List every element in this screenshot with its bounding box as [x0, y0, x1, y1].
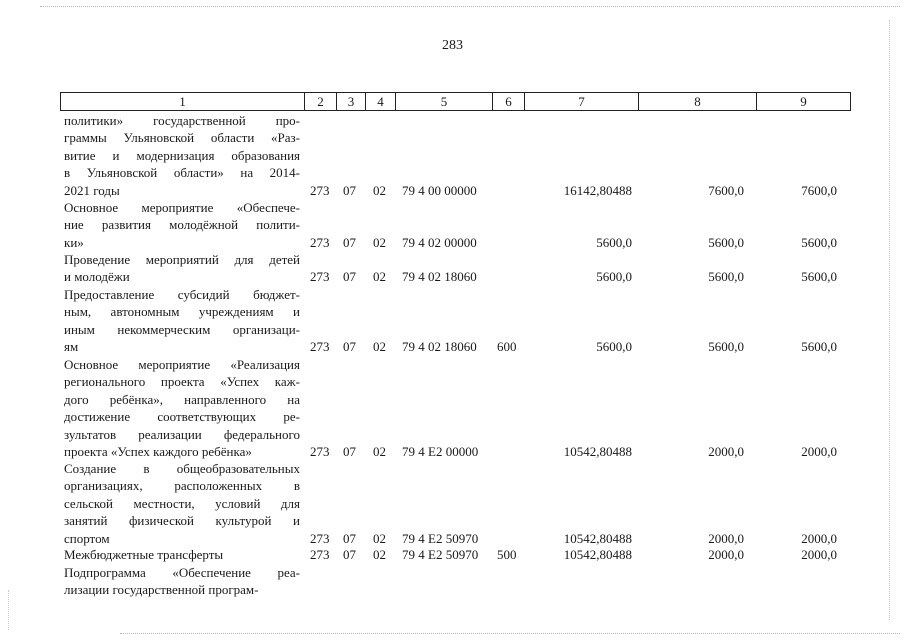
column-header: 4 — [366, 93, 396, 111]
target-article-code: 79 4 00 00000 — [402, 182, 477, 198]
description-line: и молодёжи — [64, 269, 130, 285]
row-description — [64, 564, 300, 599]
expense-type-code: 600 — [497, 339, 517, 355]
section-code: 07 — [343, 269, 356, 285]
admin-code: 273 — [310, 234, 330, 250]
subsection-code: 02 — [373, 530, 386, 546]
column-header-table — [60, 92, 851, 111]
section-code: 07 — [343, 182, 356, 198]
column-header: 9 — [757, 93, 851, 111]
subsection-code: 02 — [373, 547, 386, 562]
target-article-code: 79 4 E2 50970 — [402, 547, 479, 562]
amount-year-1: 10542,80488 — [563, 444, 632, 459]
description-line: занятий физической культурой и — [64, 513, 300, 529]
amount-year-3: 2000,0 — [801, 547, 837, 562]
section-code: 07 — [343, 234, 356, 250]
amount-year-2: 2000,0 — [708, 444, 744, 459]
section-code: 07 — [343, 339, 356, 355]
amount-year-1: 10542,80488 — [563, 530, 632, 546]
admin-code: 273 — [310, 530, 330, 546]
admin-code: 273 — [310, 339, 330, 355]
description-line: ние развития молодёжной полити- — [64, 217, 300, 233]
admin-code: 273 — [310, 547, 330, 562]
description-line: Подпрограмма «Обеспечение реа- — [64, 565, 300, 580]
description-line: дого ребёнка», направленного на — [64, 391, 300, 407]
amount-year-2: 2000,0 — [708, 547, 744, 562]
description-line: 2021 годы — [64, 182, 120, 198]
description-line: проекта «Успех каждого ребёнка» — [64, 444, 252, 460]
column-header-row — [61, 93, 851, 111]
admin-code: 273 — [310, 182, 330, 198]
subsection-code: 02 — [373, 339, 386, 355]
column-header: 3 — [337, 93, 366, 111]
target-article-code: 79 4 02 00000 — [402, 234, 477, 250]
amount-year-2: 5600,0 — [708, 269, 744, 285]
column-header: 7 — [525, 93, 639, 111]
description-line: организациях, расположенных в — [64, 478, 300, 494]
scan-noise-bottom — [120, 633, 900, 635]
amount-year-1: 5600,0 — [596, 339, 632, 355]
section-code: 07 — [343, 530, 356, 546]
description-line: регионального проекта «Успех каж- — [64, 374, 300, 390]
amount-year-3: 5600,0 — [801, 339, 837, 355]
description-line: политики» государственной про- — [64, 113, 300, 128]
description-line: Проведение мероприятий для детей — [64, 252, 300, 267]
amount-year-1: 5600,0 — [596, 234, 632, 250]
amount-year-2: 7600,0 — [708, 182, 744, 198]
description-line: достижение соответствующих ре- — [64, 409, 300, 425]
column-header: 1 — [61, 93, 305, 111]
description-line: Основное мероприятие «Реализация — [64, 357, 300, 372]
description-line: ки» — [64, 234, 84, 250]
amount-year-3: 7600,0 — [801, 182, 837, 198]
amount-year-1: 10542,80488 — [563, 547, 632, 562]
section-code: 07 — [343, 547, 356, 562]
description-line: Основное мероприятие «Обеспече- — [64, 200, 300, 215]
row-description — [64, 356, 300, 460]
description-line: граммы Ульяновской области «Раз- — [64, 130, 300, 146]
row-description — [64, 546, 300, 563]
column-header: 2 — [305, 93, 337, 111]
description-line: иным некоммерческим организаци- — [64, 321, 300, 337]
amount-year-1: 5600,0 — [596, 269, 632, 285]
expense-type-code: 500 — [497, 547, 517, 562]
description-line: в Ульяновской области» на 2014- — [64, 165, 300, 181]
description-line: зультатов реализации федерального — [64, 426, 300, 442]
page-number: 283 — [442, 38, 463, 53]
target-article-code: 79 4 02 18060 — [402, 339, 477, 355]
scan-noise-left — [8, 590, 10, 630]
description-line: Межбюджетные трансферты — [64, 547, 224, 562]
row-description — [64, 199, 300, 251]
amount-year-3: 2000,0 — [801, 530, 837, 546]
row-description — [64, 460, 300, 547]
description-line: Предоставление субсидий бюджет- — [64, 287, 300, 302]
row-description — [64, 286, 300, 356]
description-line: ям — [64, 339, 79, 355]
amount-year-2: 5600,0 — [708, 339, 744, 355]
target-article-code: 79 4 E2 00000 — [402, 444, 479, 459]
column-header: 6 — [493, 93, 525, 111]
target-article-code: 79 4 E2 50970 — [402, 530, 479, 546]
amount-year-3: 5600,0 — [801, 269, 837, 285]
amount-year-3: 2000,0 — [801, 444, 837, 459]
description-line: сельской местности, условий для — [64, 495, 300, 511]
amount-year-2: 2000,0 — [708, 530, 744, 546]
amount-year-3: 5600,0 — [801, 234, 837, 250]
target-article-code: 79 4 02 18060 — [402, 269, 477, 285]
description-line: Создание в общеобразовательных — [64, 461, 300, 476]
row-description — [64, 251, 300, 286]
subsection-code: 02 — [373, 269, 386, 285]
amount-year-2: 5600,0 — [708, 234, 744, 250]
section-code: 07 — [343, 444, 356, 459]
row-description — [64, 112, 300, 199]
description-line: витие и модернизация образования — [64, 147, 300, 163]
admin-code: 273 — [310, 444, 330, 459]
subsection-code: 02 — [373, 444, 386, 459]
subsection-code: 02 — [373, 182, 386, 198]
description-line: ным, автономным учреждениям и — [64, 304, 300, 320]
scan-noise-top — [40, 6, 900, 8]
description-line: спортом — [64, 530, 110, 546]
amount-year-1: 16142,80488 — [563, 182, 632, 198]
description-line: лизации государственной програм- — [64, 582, 259, 598]
column-header: 5 — [396, 93, 493, 111]
admin-code: 273 — [310, 269, 330, 285]
scan-noise-right — [889, 20, 891, 620]
column-header: 8 — [639, 93, 757, 111]
subsection-code: 02 — [373, 234, 386, 250]
